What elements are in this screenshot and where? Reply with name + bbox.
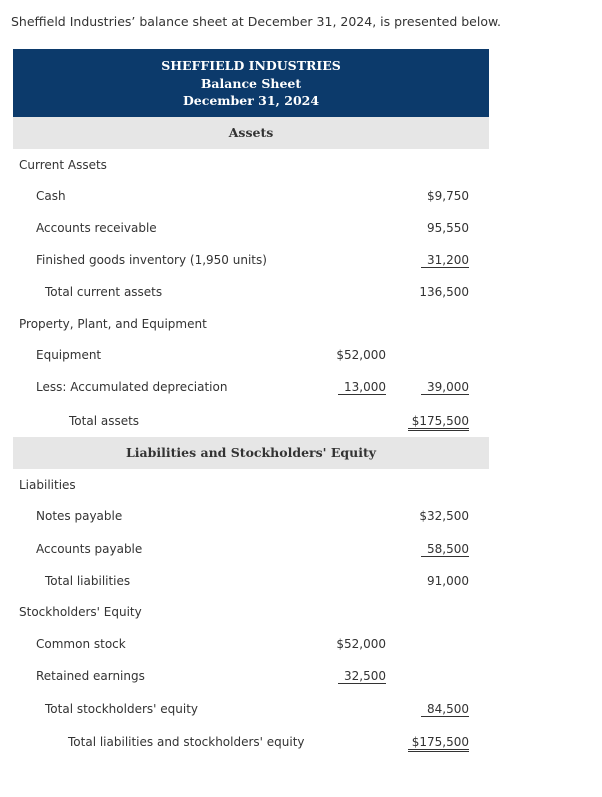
company-name: SHEFFIELD INDUSTRIES bbox=[161, 58, 341, 73]
current-assets-heading: Current Assets bbox=[19, 158, 107, 172]
common-stock-label: Common stock bbox=[36, 637, 126, 651]
inventory-row bbox=[13, 250, 489, 270]
inventory-amount: 31,200 bbox=[421, 250, 469, 270]
equipment-row bbox=[13, 345, 489, 365]
receivable-amount: 95,550 bbox=[427, 221, 469, 235]
common-stock-amount: $52,000 bbox=[336, 637, 386, 651]
retained-earnings-label: Retained earnings bbox=[36, 669, 145, 683]
total-liab-equity-label: Total liabilities and stockholders' equity bbox=[68, 735, 305, 749]
total-liabilities-label: Total liabilities bbox=[45, 574, 131, 588]
cash-row bbox=[13, 186, 489, 206]
ppe-heading: Property, Plant, and Equipment bbox=[19, 317, 207, 331]
total-equity-label: Total stockholders' equity bbox=[45, 702, 199, 716]
equity-heading: Stockholders' Equity bbox=[19, 605, 142, 619]
inventory-label: Finished goods inventory (1,950 units) bbox=[36, 253, 267, 267]
equipment-amount: $52,000 bbox=[336, 348, 386, 362]
total-liabilities-amount: 91,000 bbox=[427, 574, 469, 588]
equipment-label: Equipment bbox=[36, 348, 102, 362]
receivable-label: Accounts receivable bbox=[36, 221, 157, 235]
balance-sheet bbox=[13, 49, 489, 749]
current-assets-heading-row bbox=[13, 155, 489, 175]
statement-date: December 31, 2024 bbox=[182, 93, 320, 108]
common-stock-row bbox=[13, 634, 489, 654]
total-equity-row bbox=[13, 699, 489, 719]
assets-section-bar: Assets bbox=[13, 117, 489, 149]
notes-payable-label: Notes payable bbox=[36, 509, 123, 523]
total-assets-row bbox=[13, 411, 489, 431]
total-equity-amount: 84,500 bbox=[421, 699, 469, 719]
statement-title: Balance Sheet bbox=[200, 75, 302, 91]
depreciation-amount: 13,000 bbox=[338, 377, 386, 397]
retained-earnings-row bbox=[13, 666, 489, 686]
total-current-row bbox=[13, 282, 489, 302]
statement-header bbox=[13, 49, 489, 117]
notes-payable-row bbox=[13, 506, 489, 526]
depreciation-row bbox=[13, 377, 489, 397]
total-liabilities-row bbox=[13, 571, 489, 591]
accounts-payable-amount: 58,500 bbox=[421, 539, 469, 559]
ppe-net-amount: 39,000 bbox=[421, 377, 469, 397]
retained-earnings-amount: 32,500 bbox=[338, 666, 386, 686]
cash-label: Cash bbox=[36, 189, 66, 203]
intro-text: Sheffield Industries’ balance sheet at December 31, 2024, is presented below. bbox=[11, 14, 502, 29]
total-liab-equity-amount: $175,500 bbox=[408, 732, 469, 752]
depreciation-label: Less: Accumulated depreciation bbox=[36, 380, 228, 394]
liabilities-equity-section-bar: Liabilities and Stockholders' Equity bbox=[13, 437, 489, 469]
notes-payable-amount: $32,500 bbox=[419, 509, 469, 523]
total-assets-label: Total assets bbox=[69, 414, 140, 428]
ppe-heading-row bbox=[13, 314, 489, 334]
equity-heading-row bbox=[13, 602, 489, 622]
accounts-payable-row bbox=[13, 539, 489, 559]
total-current-label: Total current assets bbox=[45, 285, 163, 299]
liabilities-heading: Liabilities bbox=[19, 478, 76, 492]
receivable-row bbox=[13, 218, 489, 238]
total-liab-equity-row bbox=[13, 732, 489, 752]
accounts-payable-label: Accounts payable bbox=[36, 542, 143, 556]
cash-amount: $9,750 bbox=[427, 189, 469, 203]
total-current-amount: 136,500 bbox=[419, 285, 469, 299]
liabilities-heading-row bbox=[13, 475, 489, 495]
total-assets-amount: $175,500 bbox=[408, 411, 469, 431]
